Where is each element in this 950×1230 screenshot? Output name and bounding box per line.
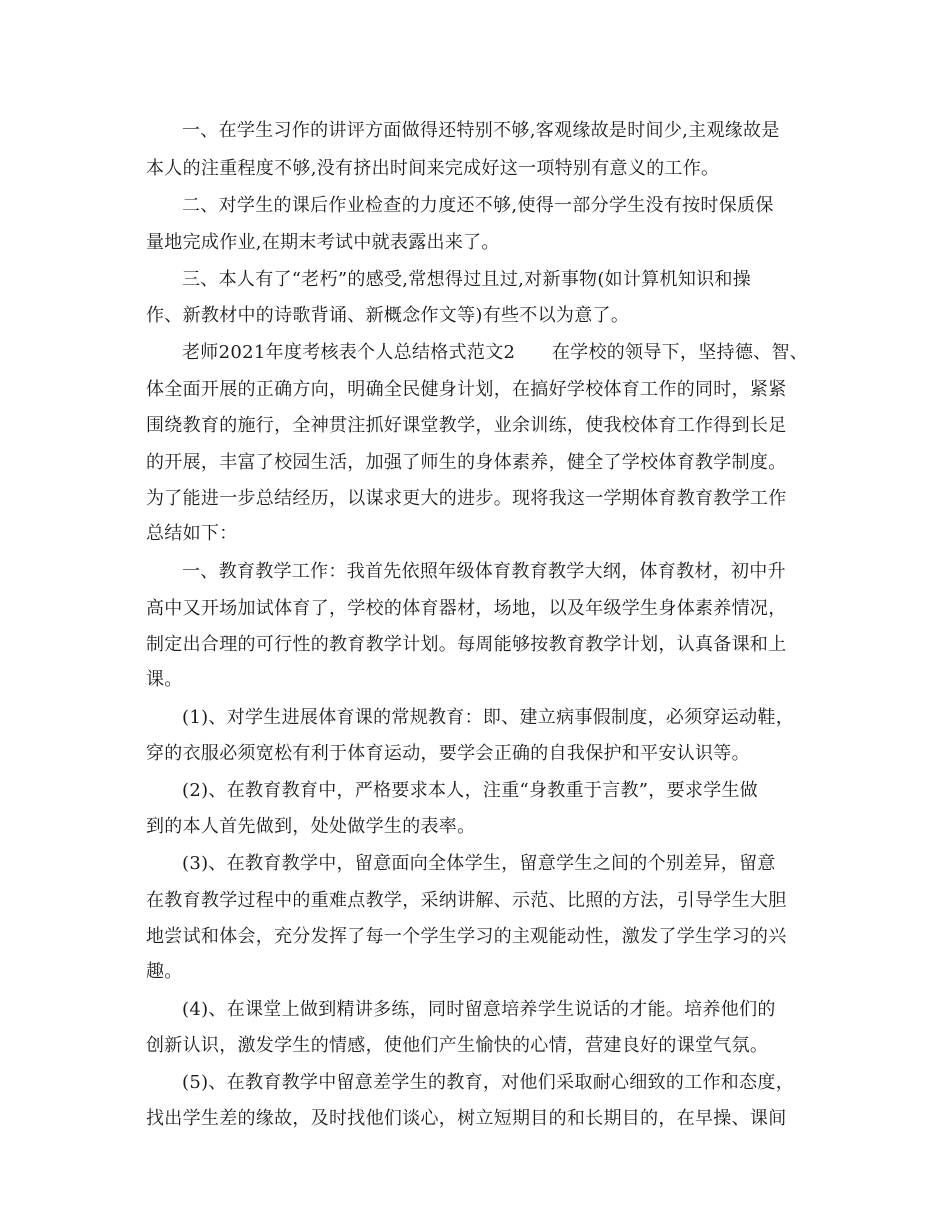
text-line: 为了能进一步总结经历，以谋求更大的进步。现将我这一学期体育教育教学工作 [146, 488, 787, 509]
text-line: 制定出合理的可行性的教育教学计划。每周能够按教育教学计划，认真备课和上 [146, 634, 787, 655]
text-line: 围绕教育的施行，全神贯注抓好课堂教学，业余训练，使我校体育工作得到长足 [146, 415, 787, 436]
text-line: (5)、在教育教学中留意差学生的教育，对他们采取耐心细致的工作和态度， [182, 1072, 794, 1093]
text-line: 创新认识，激发学生的情感，使他们产生愉快的心情，营建良好的课堂气氛。 [146, 1035, 769, 1056]
text-line: 体全面开展的正确方向，明确全民健身计划，在搞好学校体育工作的同时，紧紧 [146, 379, 787, 400]
text-line: 穿的衣服必须宽松有利于体育运动，要学会正确的自我保护和平安认识等。 [146, 743, 750, 764]
text-line: 到的本人首先做到，处处做学生的表率。 [146, 816, 476, 837]
text-line: 找出学生差的缘故，及时找他们谈心，树立短期目的和长期目的，在早操、课间 [146, 1108, 787, 1129]
text-line: 作、新教材中的诗歌背诵、新概念作文等)有些不以为意了。 [146, 305, 630, 326]
text-line: (1)、对学生进展体育课的常规教育：即、建立病事假制度，必须穿运动鞋， [182, 707, 794, 728]
text-line: 老师2021年度考核表个人总结格式范文2 在学校的领导下，坚持德、智、 [182, 342, 809, 363]
text-line: 量地完成作业,在期末考试中就表露出来了。 [146, 232, 500, 253]
text-line: 本人的注重程度不够,没有挤出时间来完成好这一项特别有意义的工作。 [146, 158, 720, 179]
text-line: 三、本人有了“老朽”的感受,常想得过且过,对新事物(如计算机知识和操 [182, 269, 752, 290]
text-line: 在教育教学过程中的重难点教学，采纳讲解、示范、比照的方法，引导学生大胆 [146, 890, 787, 911]
text-line: (4)、在课堂上做到精讲多练，同时留意培养学生说话的才能。培养他们的 [182, 999, 776, 1020]
text-line: 总结如下： [146, 523, 238, 544]
text-line: 高中又开场加试体育了，学校的体育器材，场地，以及年级学生身体素养情况， [146, 598, 787, 619]
text-line: 趣。 [146, 961, 183, 982]
text-line: (3)、在教育教学中，留意面向全体学生，留意学生之间的个别差异，留意 [182, 853, 776, 874]
text-line: 二、对学生的课后作业检查的力度还不够,使得一部分学生没有按时保质保 [182, 195, 774, 216]
text-line: 地尝试和体会，充分发挥了每一个学生学习的主观能动性，激发了学生学习的兴 [146, 926, 787, 947]
text-line: 的开展，丰富了校园生活，加强了师生的身体素养，健全了学校体育教学制度。 [146, 452, 787, 473]
text-line: 一、在学生习作的讲评方面做得还特别不够,客观缘故是时间少,主观缘故是 [182, 120, 780, 141]
text-line: 一、教育教学工作：我首先依照年级体育教育教学大纲，体育教材，初中升 [182, 561, 786, 582]
text-line: 课。 [146, 669, 183, 690]
text-line: (2)、在教育教育中，严格要求本人，注重“身教重于言教”，要求学生做 [182, 780, 759, 801]
